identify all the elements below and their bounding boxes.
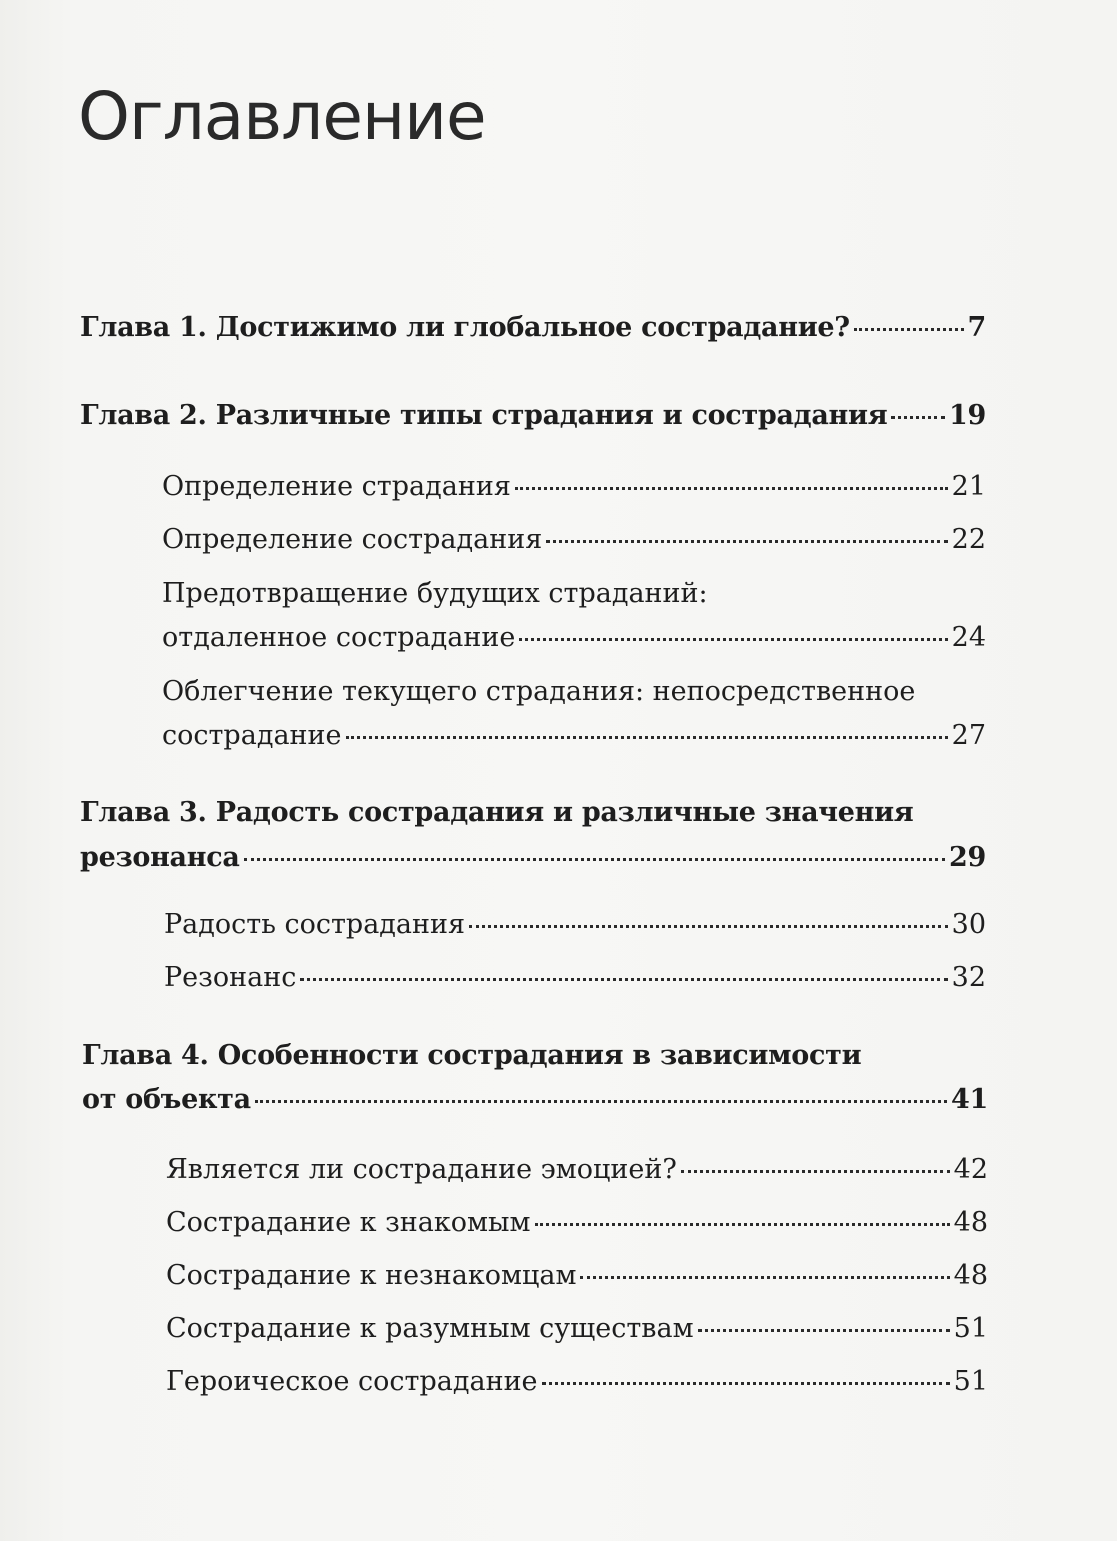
toc-entry-section[interactable] <box>162 624 986 651</box>
toc-entry-label: резонанса <box>80 842 240 873</box>
toc-entry-page: 51 <box>953 1313 988 1344</box>
toc-entry-label: Сострадание к незнакомцам <box>166 1260 577 1291</box>
toc-entry-label-line1: Предотвращение будущих страданий: <box>162 578 708 609</box>
toc-entry-label: Глава 1. Достижимо ли глобальное сострадание? <box>80 312 850 343</box>
toc-entry-label: Героическое сострадание <box>166 1366 538 1397</box>
toc-entry-page: 29 <box>949 842 986 873</box>
dot-leader <box>535 1223 950 1226</box>
toc-entry-page: 42 <box>953 1154 988 1185</box>
toc-entry-label: Является ли сострадание эмоцией? <box>166 1154 677 1185</box>
page-title: Оглавление <box>78 78 486 155</box>
dot-leader <box>698 1329 950 1332</box>
toc-entry-chapter-1[interactable] <box>80 314 986 341</box>
toc-entry-label: от объекта <box>82 1084 251 1115</box>
toc-entry-section[interactable] <box>164 911 986 938</box>
toc-entry-label: Радость сострадания <box>164 909 466 940</box>
dot-leader <box>546 540 947 543</box>
toc-entry-page: 27 <box>951 720 986 751</box>
dot-leader <box>469 925 948 928</box>
dot-leader <box>255 1100 947 1103</box>
toc-entry-page: 24 <box>951 622 986 653</box>
toc-entry-section[interactable] <box>166 1368 988 1395</box>
toc-entry-section[interactable] <box>162 473 986 500</box>
toc-entry-page: 19 <box>949 400 986 431</box>
toc-entry-label-line1: Облегчение текущего страдания: непосредственное <box>162 676 916 707</box>
toc-entry-section[interactable] <box>162 526 986 553</box>
toc-entry-label: отдаленное сострадание <box>162 622 516 653</box>
toc-entry-section[interactable] <box>162 722 986 749</box>
dot-leader <box>580 1276 949 1279</box>
dot-leader <box>542 1382 950 1385</box>
dot-leader <box>300 978 947 981</box>
toc-entry-page: 7 <box>967 312 986 343</box>
dot-leader <box>346 736 948 739</box>
toc-entry-label: Определение страдания <box>162 471 511 502</box>
toc-entry-page: 51 <box>953 1366 988 1397</box>
dot-leader <box>519 638 947 641</box>
toc-entry-chapter-2[interactable] <box>80 402 986 429</box>
toc-entry-label: Определение сострадания <box>162 524 543 555</box>
toc-entry-page: 48 <box>953 1260 988 1291</box>
toc-entry-section[interactable] <box>166 1262 988 1289</box>
toc-entry-label: Глава 2. Различные типы страдания и сострадания <box>80 400 888 431</box>
toc-entry-section[interactable] <box>164 964 986 991</box>
toc-entry-label: сострадание <box>162 720 342 751</box>
toc-entry-label-line1: Глава 4. Особенности сострадания в зависимости <box>82 1040 862 1071</box>
toc-entry-label-line1: Глава 3. Радость сострадания и различные значения <box>80 797 914 828</box>
toc-entry-label: Резонанс <box>164 962 297 993</box>
toc-entry-page: 41 <box>951 1084 988 1115</box>
toc-entry-chapter-4[interactable] <box>82 1086 988 1113</box>
toc-entry-page: 30 <box>951 909 986 940</box>
dot-leader <box>891 416 945 419</box>
toc-entry-section[interactable] <box>166 1315 988 1342</box>
toc-entry-label: Сострадание к знакомым <box>166 1207 531 1238</box>
dot-leader <box>681 1170 950 1173</box>
toc-entry-label: Сострадание к разумным существам <box>166 1313 694 1344</box>
toc-entry-page: 22 <box>951 524 986 555</box>
toc-entry-section[interactable] <box>166 1209 988 1236</box>
dot-leader <box>244 858 945 861</box>
toc-entry-page: 21 <box>951 471 986 502</box>
dot-leader <box>515 487 948 490</box>
toc-entry-chapter-3[interactable] <box>80 844 986 871</box>
toc-entry-section[interactable] <box>166 1156 988 1183</box>
toc-entry-page: 32 <box>951 962 986 993</box>
dot-leader <box>854 328 964 331</box>
toc-entry-page: 48 <box>953 1207 988 1238</box>
